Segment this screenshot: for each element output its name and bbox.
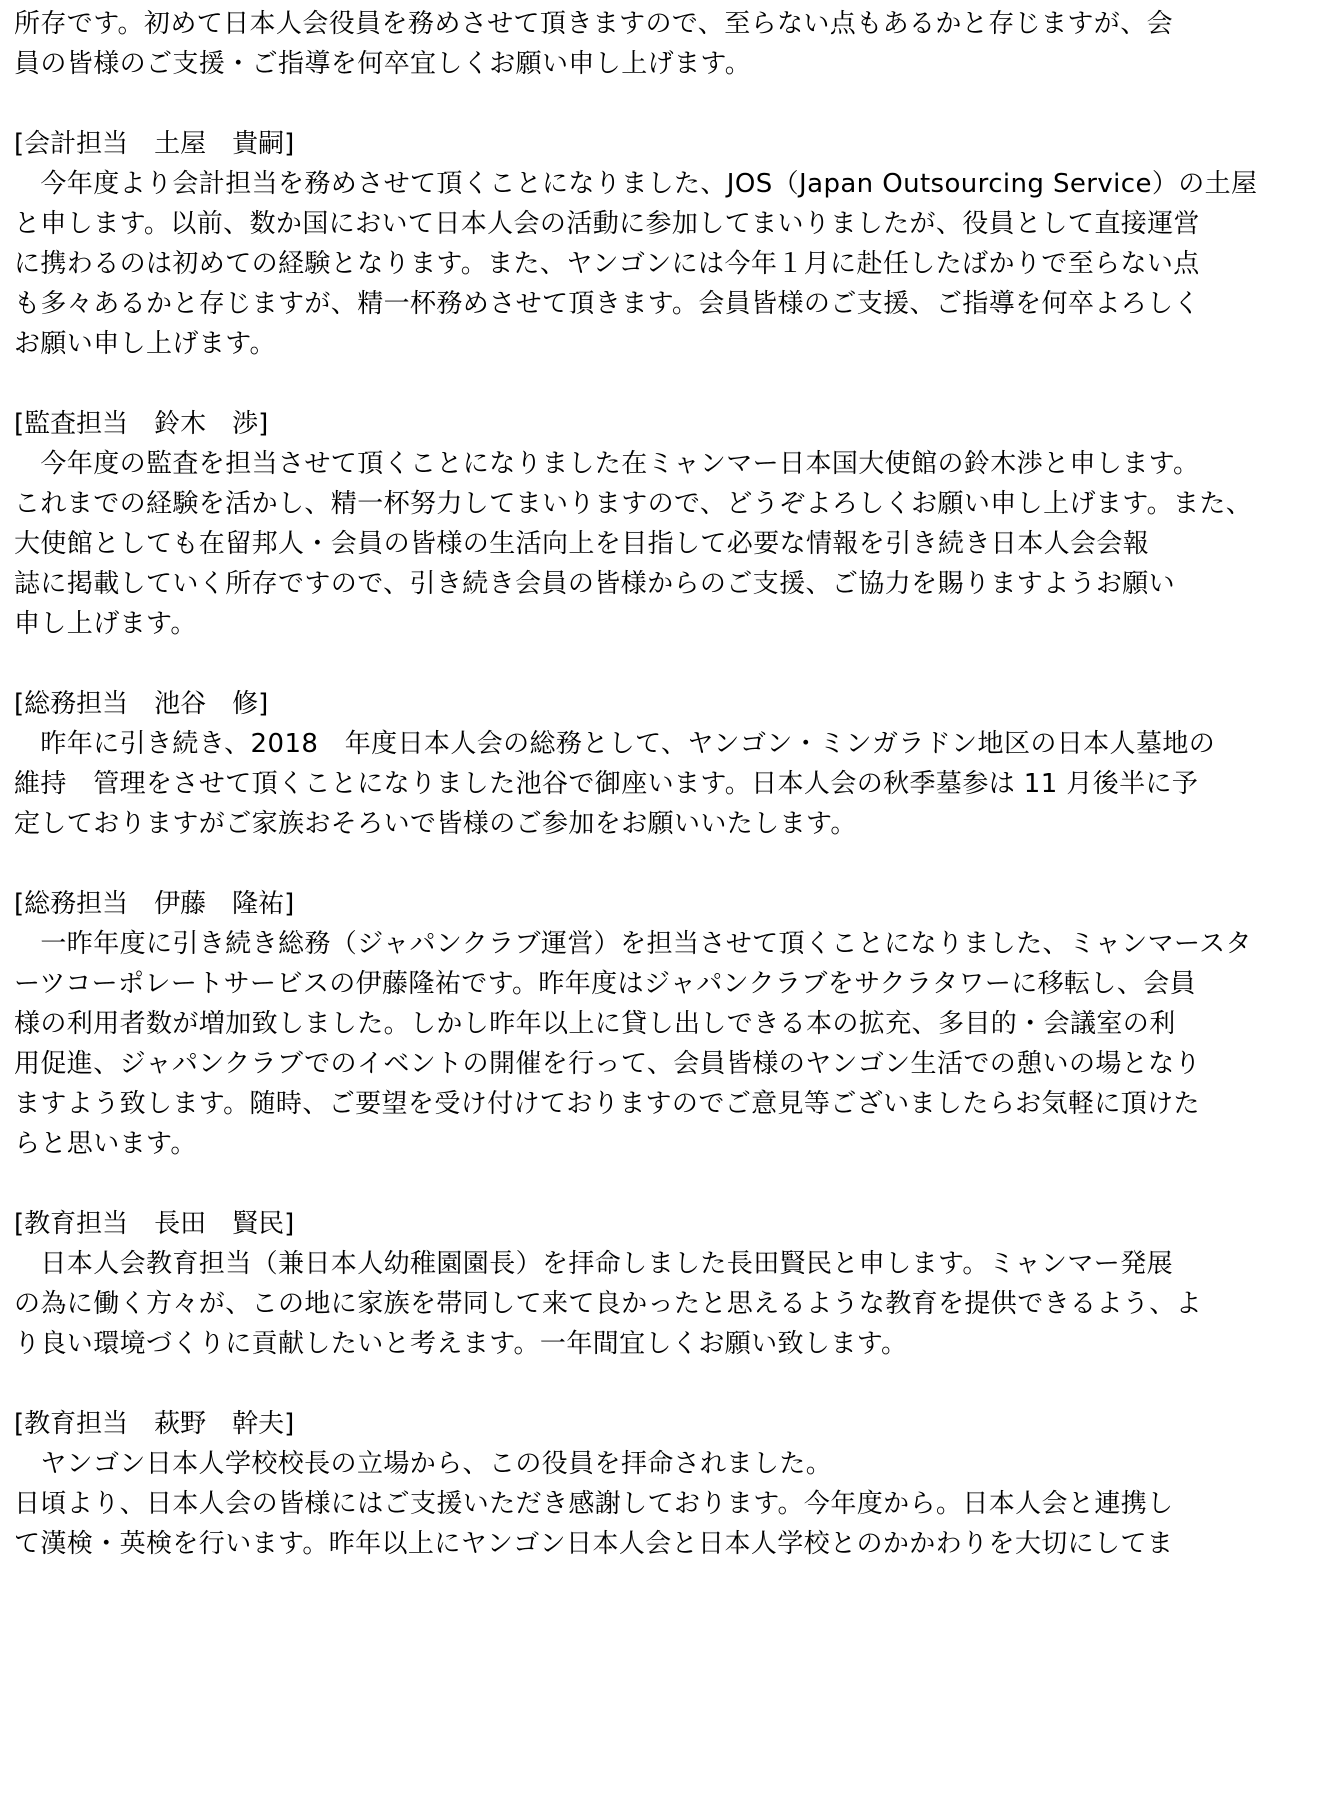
paragraph-line: 用促進、ジャパンクラブでのイベントの開催を行って、会員皆様のヤンゴン生活での憩いの場となり [14,1049,1201,1079]
section-general-affairs-ito [14,884,1324,1164]
paragraph-line: 今年度の監査を担当させて頂くことになりました在ミャンマー日本国大使館の鈴木渉と申します。 [14,449,1200,479]
paragraph-line: 日本人会教育担当（兼日本人幼稚園園長）を拝命しました長田賢民と申します。ミャンマー発展 [14,1249,1174,1279]
paragraph-line: ヤンゴン日本人学校校長の立場から、この役員を拝命されました。 [14,1449,833,1479]
section-accounting-tsuchiya [14,124,1324,364]
document-page [14,4,1324,1564]
paragraph-line: 所存です。初めて日本人会役員を務めさせて頂きますので、至らない点もあるかと存じますが、会 [14,9,1174,39]
paragraph-line: り良い環境づくりに貢献したいと考えます。一年間宜しくお願い致します。 [14,1329,908,1359]
paragraph-line: と申します。以前、数か国において日本人会の活動に参加してまいりましたが、役員として直接運営 [14,209,1200,239]
paragraph-line: の為に働く方々が、この地に家族を帯同して来て良かったと思えるような教育を提供できるよう、よ [14,1289,1203,1319]
paragraph-line: 員の皆様のご支援・ご指導を何卒宜しくお願い申し上げます。 [14,49,752,79]
paragraph-gap [14,1164,1324,1204]
paragraph-gap [14,644,1324,684]
section-heading: [総務担当 伊藤 隆祐] [14,889,295,919]
paragraph-line: 大使館としても在留邦人・会員の皆様の生活向上を目指して必要な情報を引き続き日本人会会報 [14,529,1150,559]
paragraph-line: 定しておりますがご家族おそろいで皆様のご参加をお願いいたします。 [14,809,857,839]
paragraph-gap [14,844,1324,884]
section-education-hagino [14,1404,1324,1564]
paragraph-line: 昨年に引き続き、2018 年度日本人会の総務として、ヤンゴン・ミンガラドン地区の日本人墓地の [14,729,1216,759]
paragraph-gap [14,84,1324,124]
paragraph-line: 維持 管理をさせて頂くことになりました池谷で御座います。日本人会の秋季墓参は 11 月後半に予 [14,769,1199,799]
paragraph-line: らと思います。 [14,1129,197,1159]
paragraph-line: お願い申し上げます。 [14,329,276,359]
section-education-nagata [14,1204,1324,1364]
paragraph-line: 一昨年度に引き続き総務（ジャパンクラブ運営）を担当させて頂くことになりました、ミャンマースタ [14,929,1252,959]
section-heading: [教育担当 萩野 幹夫] [14,1409,295,1439]
paragraph-line: 日頃より、日本人会の皆様にはご支援いただき感謝しております。今年度から。日本人会と連携し [14,1489,1174,1519]
paragraph-gap [14,1364,1324,1404]
section-heading: [監査担当 鈴木 渉] [14,409,269,439]
paragraph-line: これまでの経験を活かし、精一杯努力してまいりますので、どうぞよろしくお願い申し上げます。また、 [14,489,1253,519]
paragraph-gap [14,364,1324,404]
section-general-affairs-iketani [14,684,1324,844]
section-heading: [教育担当 長田 賢民] [14,1209,295,1239]
paragraph-line: に携わるのは初めての経験となります。また、ヤンゴンには今年１月に赴任したばかりで至らない点 [14,249,1200,279]
paragraph-line: 今年度より会計担当を務めさせて頂くことになりました、JOS（Japan Outsourcing Service）の土屋 [14,169,1258,199]
paragraph-line: ーツコーポレートサービスの伊藤隆祐です。昨年度はジャパンクラブをサクラタワーに移転し、会員 [14,969,1197,999]
paragraph-line: も多々あるかと存じますが、精一杯務めさせて頂きます。会員皆様のご支援、ご指導を何卒よろしく [14,289,1200,319]
section-audit-suzuki [14,404,1324,644]
paragraph-line: 様の利用者数が増加致しました。しかし昨年以上に貸し出しできる本の拡充、多目的・会議室の利 [14,1009,1176,1039]
paragraph-line: ますよう致します。随時、ご要望を受け付けておりますのでご意見等ございましたらお気軽に頂けた [14,1089,1200,1119]
paragraph-line: て漢検・英検を行います。昨年以上にヤンゴン日本人会と日本人学校とのかかわりを大切にしてま [14,1529,1174,1559]
section-heading: [総務担当 池谷 修] [14,689,269,719]
paragraph-line: 申し上げます。 [14,609,197,639]
paragraph-line: 誌に掲載していく所存ですので、引き続き会員の皆様からのご支援、ご協力を賜りますようお願い [14,569,1176,599]
section-heading: [会計担当 土屋 貴嗣] [14,129,295,159]
intro-paragraph [14,4,1324,84]
